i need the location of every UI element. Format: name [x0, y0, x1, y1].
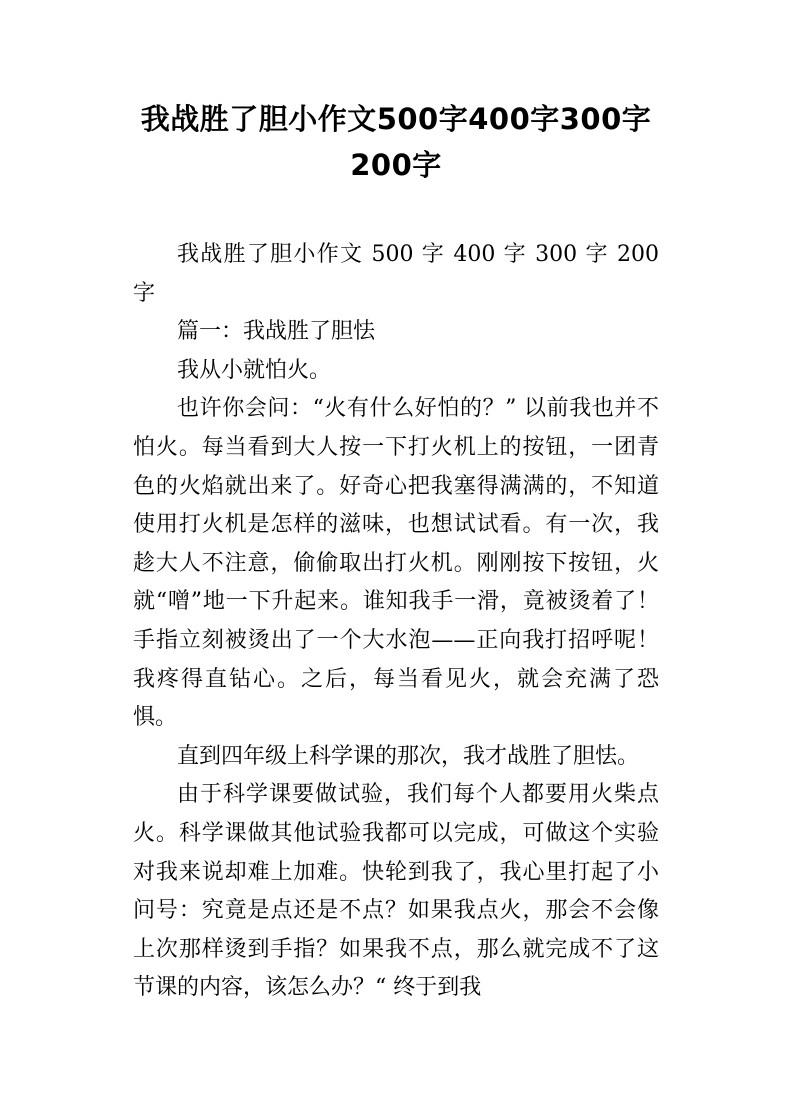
- paragraph-section-title: 篇一：我战胜了胆怯: [177, 319, 376, 345]
- paragraph: 也许你会问：“火有什么好怕的？” 以前我也并不怕火。每当看到大人按一下打火机上的按钮，一团青色的火焰就出来了。好奇心把我塞得满满的，不知道使用打火机是怎样的滋味，也想试试看。有一次，我趁大人不注意，偷偷取出打火机。刚刚按下按钮，火就“噌”地一下升起来。谁知我手一滑，竟被烫着了！手指立刻被烫出了一个大水泡——正向我打招呼呢！我疼得直钻心。之后，每当看见火，就会充满了恐惧。: [133, 396, 659, 731]
- document-body: [133, 236, 659, 1008]
- paragraph: 我从小就怕火。: [177, 357, 332, 383]
- document-title: 我战胜了胆小作文500字400字300字200字: [140, 102, 652, 182]
- paragraph: 直到四年级上科学课的那次，我才战胜了胆怯。: [177, 743, 640, 769]
- paragraph: 由于科学课要做试验，我们每个人都要用火柴点火。科学课做其他试验我都可以完成，可做这个实验对我来说却难上加难。快轮到我了，我心里打起了小问号：究竟是点还是不点？如果我点火，那会不会像上次那样烫到手指？如果我不点，那么就完成不了这节课的内容，该怎么办？“ 终于到我: [133, 782, 659, 1001]
- paragraph-heading: 我战胜了胆小作文 500 字 400 字 300 字 200 字: [133, 242, 659, 306]
